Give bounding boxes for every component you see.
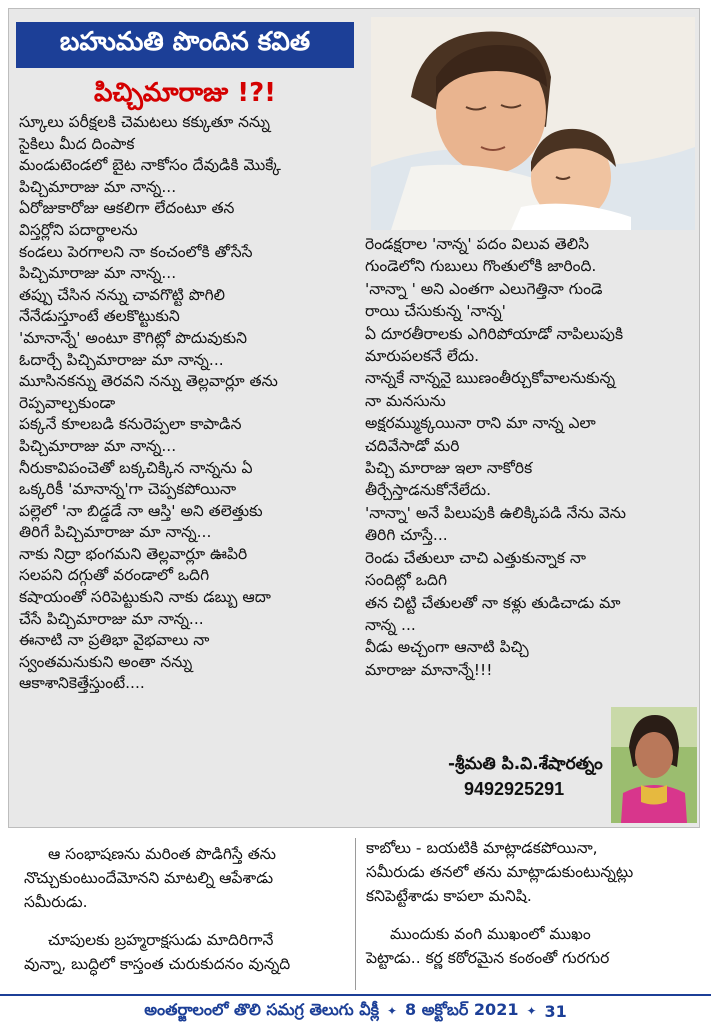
poem-line: ఆకాశానికెత్తేస్తుంటే.... [19, 674, 145, 693]
diamond-star-icon: ✦ [526, 1004, 537, 1018]
author-phone: 9492925291 [464, 779, 565, 799]
poem-line: తప్పు చేసిన నన్ను చావగొట్టి పొగిలి [19, 285, 225, 304]
poem-line: నీరుకావిపంచెతో బక్కచిక్కిన నాన్నను ఏ [19, 458, 253, 477]
poem-line: గుండెలోని గుబులు గొంతులోకి జారింది. [365, 257, 597, 276]
poem-line: నేనేడుస్తూంటే తలకొట్టుకుని [19, 307, 180, 326]
poem-line: మారాజు మానాన్నే!!! [365, 660, 493, 679]
page-number: 31 [544, 1001, 567, 1021]
poem-line: నాన్న ... [365, 615, 416, 634]
page-footer [0, 994, 711, 1026]
poem-line: పిచ్చి మారాజు ఇలా నాకోరిక [365, 459, 533, 478]
award-banner: బహుమతి పొందిన కవిత [16, 22, 354, 68]
poem-line: రెండక్షరాల 'నాన్న' పదం విలువ తెలిసి [365, 235, 589, 253]
story-right-column [366, 836, 698, 970]
story-left-column [24, 842, 346, 976]
story-line: నొచ్చుకుంటుందేమోనని మాటల్ని ఆపేశాడు [24, 869, 274, 887]
poem-line: చదివేసాడో మరి [365, 436, 460, 455]
poem-line: తీర్చేస్తాడనుకోనేలేదు. [365, 481, 492, 500]
poem-title: పిచ్చిమారాజు !?! [93, 78, 277, 108]
poem-line: తిరిగే పిచ్చిమారాజు మా నాన్న... [19, 523, 212, 542]
story-line: ముందుకు వంగి ముఖంలో ముఖం [390, 925, 591, 943]
author-photo [611, 707, 697, 823]
poem-line: కండలు పెరగాలని నా కంచంలోకి తోసేసే [19, 242, 253, 261]
poem-line: అక్షరమ్ముక్కయినా రాని మా నాన్న ఎలా [365, 414, 596, 433]
poem-line: రాయి చేసుకున్న 'నాన్న' [365, 302, 506, 321]
story-line: చూపులకు బ్రహ్మరాక్షసుడు మాదిరిగానే [48, 931, 274, 949]
poem-line: 'నాన్నా ' అని ఎంతగా ఎలుగెత్తినా గుండె [365, 279, 603, 298]
poem-line: ఒక్కరికీ 'మానాన్న'గా చెప్పకపోయినా [19, 480, 237, 499]
poem-line: సైకిలు మీద దింపాక [19, 134, 135, 153]
poem-line: మారుపలకనే లేదు. [365, 347, 480, 366]
poem-line: మూసినకన్ను తెరవని నన్ను తెల్లవార్లూ తను [19, 372, 278, 391]
poem-line: 'మానాన్నే' అంటూ కౌగిట్లో పొదువుకుని [19, 328, 247, 347]
poem-line: వీడు అచ్చంగా ఆనాటి పిచ్చి [365, 638, 529, 657]
column-divider [355, 838, 356, 990]
footer-tagline: అంతర్జాలంలో తొలి సమగ్ర తెలుగు వీక్లీ [144, 999, 379, 1019]
poem-line: సందిట్లో ఒదిగి [365, 571, 448, 590]
story-line: వున్నా, బుద్ధిలో కాస్తంత చురుకుదనం వున్నది [24, 955, 291, 973]
poem-line: రెండు చేతులూ చాచి ఎత్తుకున్నాక నా [365, 548, 586, 567]
poem-line: నాకు నిద్రా భంగమని తెల్లవార్లూ ఊపిరి [19, 544, 248, 563]
story-line: ఆ సంభాషణను మరింత పొడిగిస్తే తను [48, 845, 277, 863]
poem-line: మండుటెండలో బైట నాకోసం దేవుడికి మొక్కే [19, 156, 281, 175]
poem-left-column [19, 112, 349, 695]
diamond-star-icon: ✦ [386, 1004, 398, 1018]
poem-right-column [365, 233, 695, 681]
poem-line: ఏరోజుకారోజు ఆకలిగా లేదంటూ తన [19, 199, 235, 218]
poem-line: 'నాన్నా' అనే పిలుపుకి ఉలిక్కిపడి నేను వెను [365, 503, 626, 522]
story-line: పెట్టాడు.. కర్ణ కఠోరమైన కంఠంతో గురగుర [366, 949, 610, 967]
poem-line: నా మనసును [365, 391, 446, 410]
poem-line: ఓదార్చే పిచ్చిమారాజు మా నాన్న... [19, 350, 224, 369]
poem-line: పిచ్చిమారాజు మా నాన్న... [19, 177, 177, 196]
story-line: కనిపెట్టేశాడు కాపలా మనిషి. [366, 887, 532, 905]
poem-line: తన చిట్టి చేతులతో నా కళ్లు తుడిచాడు మా [365, 593, 621, 612]
father-child-illustration [371, 17, 695, 230]
poem-line: సలపని దగ్గుతో వరండాలో ఒదిగి [19, 566, 210, 585]
poem-line: ఈనాటి నా ప్రతిభా వైభవాలు నా [19, 631, 210, 650]
poem-line: ఏ దూరతీరాలకు ఎగిరిపోయాడో నాపిలుపుకి [365, 324, 624, 343]
poem-line: పల్లెలో 'నా బిడ్డడే నా ఆస్తి' అని తలెత్తుకు [19, 501, 263, 520]
poem-line: తిరిగి చూస్తే... [365, 526, 448, 545]
poem-line: రెప్పవాల్చకుండా [19, 393, 116, 412]
story-line: సమీరుడు. [24, 893, 88, 911]
poem-line: నాన్నకే నాన్ననై ఋణంతీర్చుకోవాలనుకున్న [365, 369, 616, 388]
author-photo-svg [611, 707, 697, 823]
poem-line: స్కూలు పరీక్షలకి చెమటలు కక్కుతూ నన్ను [19, 113, 270, 131]
poem-line: చేసే పిచ్చిమారాజు మా నాన్న... [19, 609, 204, 628]
story-line: కాబోలు - బయటికి మాట్లాడకపోయినా, [366, 839, 598, 857]
poem-line: పిచ్చిమారాజు మా నాన్న... [19, 264, 177, 283]
illustration-svg [371, 17, 695, 230]
poem-line: స్వంతమనుకుని అంతా నన్ను [19, 652, 193, 671]
author-name: -శ్రీమతి పి.వి.శేషారత్నం [448, 754, 603, 774]
poem-line: కషాయంతో సరిపెట్టుకుని నాకు డబ్బు ఆదా [19, 588, 271, 607]
poem-line: విస్తర్లోని పదార్థాలను [19, 220, 138, 239]
story-line: సమీరుడు తనలో తను మాట్లాడుకుంటున్నట్లు [366, 863, 634, 881]
footer-date: 8 అక్టోబర్ 2021 [405, 999, 519, 1019]
poem-line: పక్కనే కూలబడి కనురెప్పలా కాపాడిన [19, 415, 242, 434]
poem-line: పిచ్చిమారాజు మా నాన్న... [19, 436, 177, 455]
